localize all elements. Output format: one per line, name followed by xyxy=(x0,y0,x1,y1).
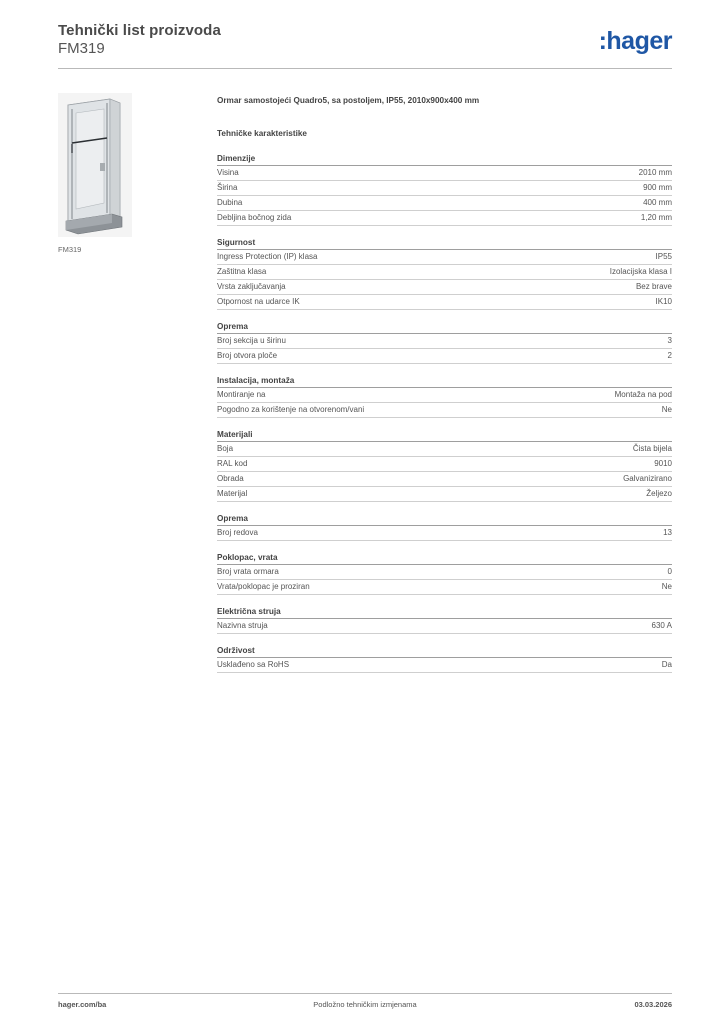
cabinet-illustration xyxy=(58,93,132,237)
spec-value: 3 xyxy=(667,336,672,345)
spec-row xyxy=(217,619,672,634)
spec-label: Obrada xyxy=(217,474,244,483)
spec-value: 630 A xyxy=(651,621,672,630)
spec-label: Broj otvora ploče xyxy=(217,351,278,360)
specification-content xyxy=(217,96,672,673)
spec-value: Izolacijska klasa I xyxy=(609,267,672,276)
footer-date: 03.03.2026 xyxy=(634,1000,672,1009)
spec-section xyxy=(217,552,672,595)
section-title: Održivost xyxy=(217,645,672,658)
section-title: Oprema xyxy=(217,513,672,526)
spec-value: Ne xyxy=(661,405,672,414)
spec-section xyxy=(217,237,672,310)
spec-section xyxy=(217,153,672,226)
spec-sections xyxy=(217,153,672,673)
section-title: Materijali xyxy=(217,429,672,442)
characteristics-heading: Tehničke karakteristike xyxy=(217,129,307,138)
spec-label: Debljina bočnog zida xyxy=(217,213,292,222)
spec-value: Ne xyxy=(661,582,672,591)
spec-label: Dubina xyxy=(217,198,243,207)
spec-row xyxy=(217,526,672,541)
spec-value: 9010 xyxy=(654,459,672,468)
hager-logo: :hager xyxy=(598,27,672,55)
section-title: Sigurnost xyxy=(217,237,672,250)
spec-row xyxy=(217,250,672,265)
spec-row xyxy=(217,457,672,472)
spec-row xyxy=(217,658,672,673)
spec-value: 0 xyxy=(667,567,672,576)
spec-value: 400 mm xyxy=(643,198,672,207)
spec-label: Vrata/poklopac je proziran xyxy=(217,582,310,591)
spec-row xyxy=(217,487,672,502)
spec-label: Usklađeno sa RoHS xyxy=(217,660,290,669)
spec-label: Materijal xyxy=(217,489,248,498)
spec-label: Boja xyxy=(217,444,234,453)
section-title: Električna struja xyxy=(217,606,672,619)
spec-value: IK10 xyxy=(655,297,672,306)
spec-row xyxy=(217,280,672,295)
spec-value: 1,20 mm xyxy=(640,213,672,222)
spec-label: Zaštitna klasa xyxy=(217,267,267,276)
spec-value: IP55 xyxy=(655,252,672,261)
spec-row xyxy=(217,580,672,595)
document-title: Tehnički list proizvoda xyxy=(58,22,221,39)
footer-notice: Podložno tehničkim izmjenama xyxy=(313,1000,417,1009)
spec-row xyxy=(217,349,672,364)
spec-section xyxy=(217,645,672,673)
spec-label: Broj redova xyxy=(217,528,258,537)
spec-label: Širina xyxy=(217,183,238,192)
spec-row xyxy=(217,196,672,211)
spec-label: Montiranje na xyxy=(217,390,266,399)
spec-section xyxy=(217,429,672,502)
footer-website: hager.com/ba xyxy=(58,1000,107,1009)
spec-row xyxy=(217,388,672,403)
spec-value: Da xyxy=(661,660,672,669)
spec-row xyxy=(217,403,672,418)
spec-row xyxy=(217,442,672,457)
spec-label: RAL kod xyxy=(217,459,248,468)
spec-row xyxy=(217,265,672,280)
page-footer xyxy=(58,993,672,1014)
spec-value: Čista bijela xyxy=(632,444,672,453)
spec-value: 2 xyxy=(667,351,672,360)
spec-label: Vrsta zaključavanja xyxy=(217,282,286,291)
spec-value: Galvanizirano xyxy=(623,474,672,483)
section-title: Oprema xyxy=(217,321,672,334)
spec-label: Broj sekcija u širinu xyxy=(217,336,286,345)
spec-section xyxy=(217,321,672,364)
spec-row xyxy=(217,565,672,580)
spec-value: 900 mm xyxy=(643,183,672,192)
section-title: Poklopac, vrata xyxy=(217,552,672,565)
page-header xyxy=(58,22,672,69)
spec-row xyxy=(217,181,672,196)
spec-section xyxy=(217,606,672,634)
spec-row xyxy=(217,211,672,226)
section-title: Dimenzije xyxy=(217,153,672,166)
spec-row xyxy=(217,472,672,487)
spec-label: Pogodno za korištenje na otvorenom/vani xyxy=(217,405,365,414)
spec-section xyxy=(217,513,672,541)
spec-row xyxy=(217,166,672,181)
spec-label: Broj vrata ormara xyxy=(217,567,279,576)
spec-label: Nazivna struja xyxy=(217,621,268,630)
spec-section xyxy=(217,375,672,418)
spec-value: Montaža na pod xyxy=(614,390,672,399)
spec-label: Ingress Protection (IP) klasa xyxy=(217,252,318,261)
section-title: Instalacija, montaža xyxy=(217,375,672,388)
product-image xyxy=(58,93,132,237)
spec-label: Otpornost na udarce IK xyxy=(217,297,300,306)
spec-value: Željezo xyxy=(646,489,672,498)
spec-label: Visina xyxy=(217,168,239,177)
spec-row xyxy=(217,295,672,310)
spec-row xyxy=(217,334,672,349)
product-code: FM319 xyxy=(58,40,105,57)
spec-value: 2010 mm xyxy=(638,168,672,177)
spec-value: Bez brave xyxy=(635,282,672,291)
image-caption: FM319 xyxy=(58,245,82,254)
product-description: Ormar samostojeći Quadro5, sa postoljem, IP55, 2010x900x400 mm xyxy=(217,96,480,105)
spec-value: 13 xyxy=(663,528,672,537)
